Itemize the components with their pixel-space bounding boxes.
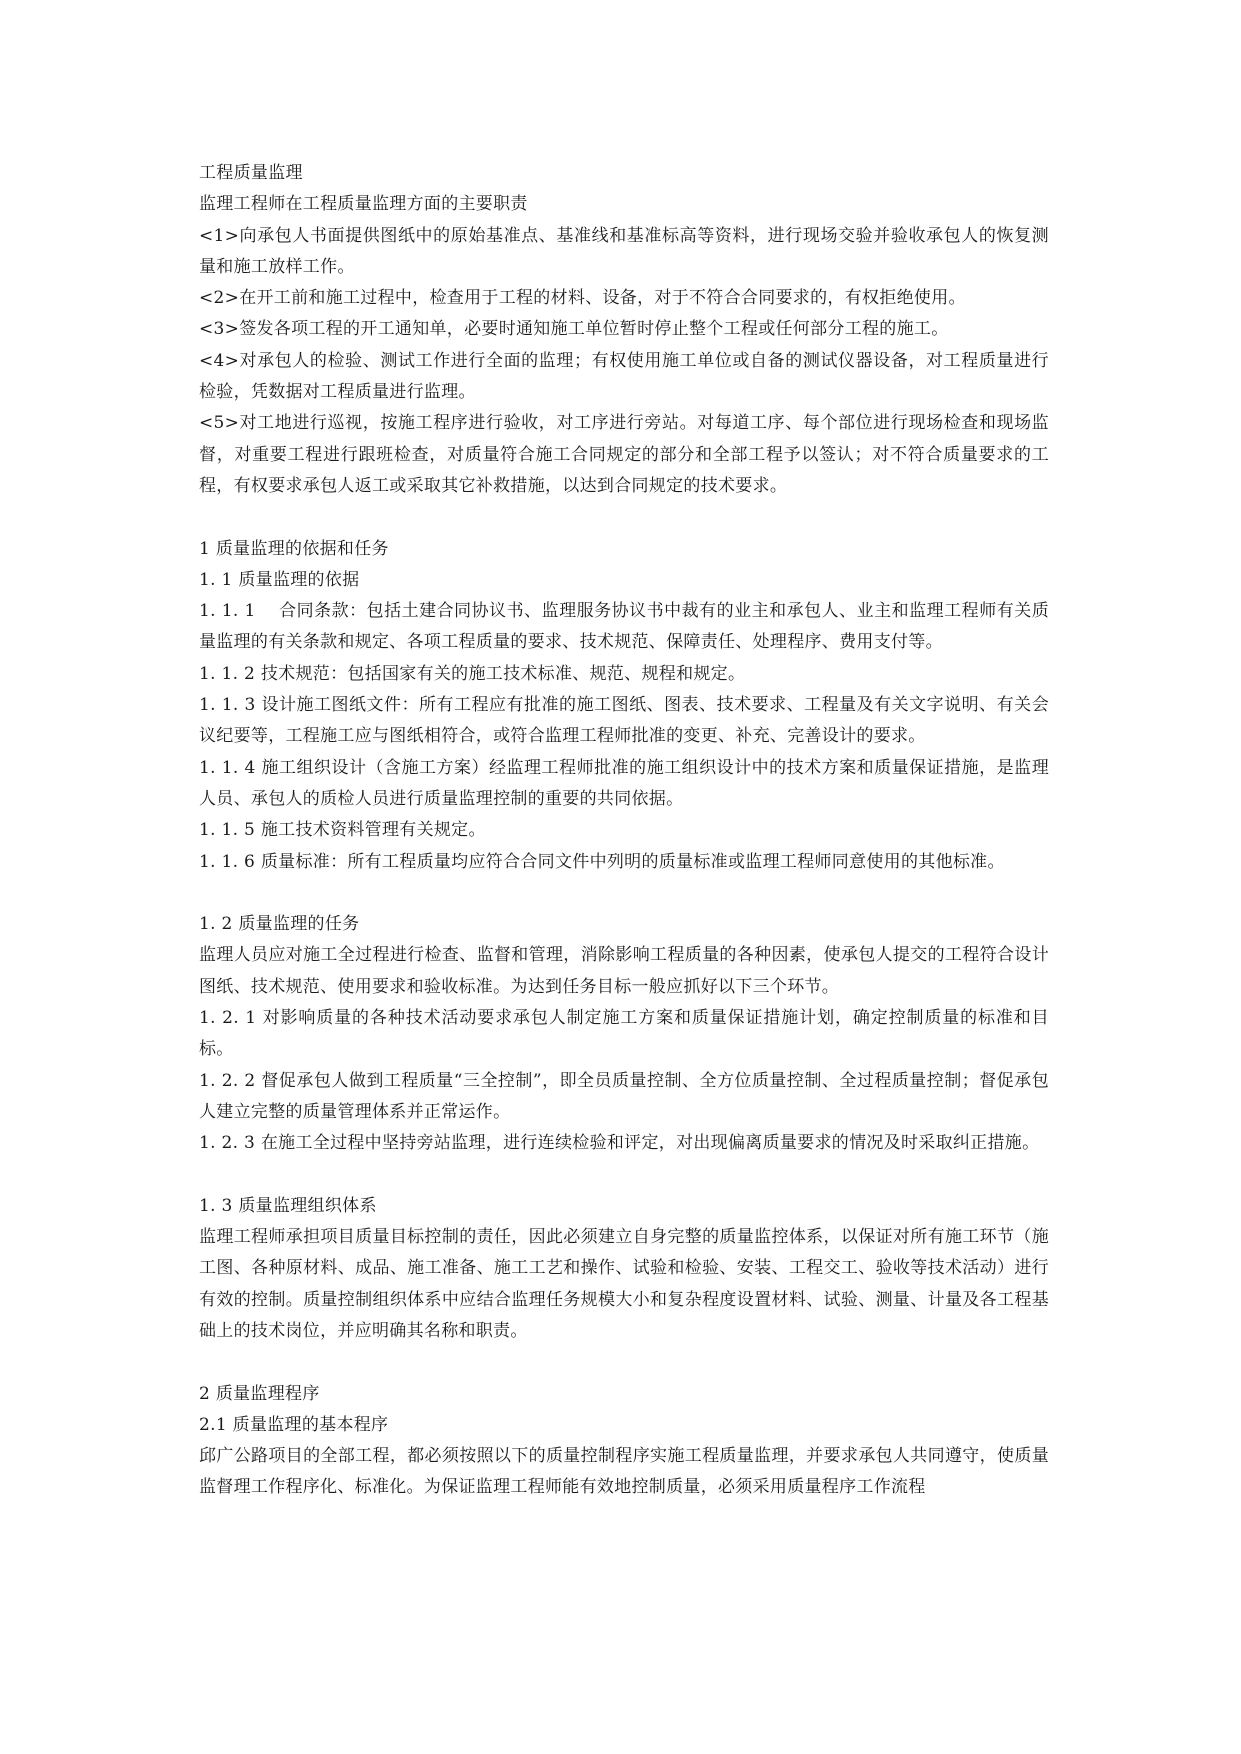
paragraph: 1. 1. 1 合同条款：包括土建合同协议书、监理服务协议书中裁有的业主和承包人、业主和监理工程师有关质量监理的有关条款和规定、各项工程质量的要求、技术规范、保障责任、处理程序、费用支付等。 — [199, 601, 1049, 653]
paragraph: <1>向承包人书面提供图纸中的原始基准点、基准线和基准标高等资料，进行现场交验并验收承包人的恢复测量和施工放样工作。 — [199, 225, 1049, 277]
paragraph: 监理人员应对施工全过程进行检查、监督和管理，消除影响工程质量的各种因素，使承包人提交的工程符合设计图纸、技术规范、使用要求和验收标准。为达到任务目标一般应抓好以下三个环节。 — [199, 945, 1049, 997]
section-heading: 1 质量监理的依据和任务 — [199, 538, 389, 559]
document-body — [199, 158, 1049, 1504]
paragraph: <3>签发各项工程的开工通知单，必要时通知施工单位暂时停止整个工程或任何部分工程的施工。 — [199, 319, 949, 340]
paragraph: 1. 1. 5 施工技术资料管理有关规定。 — [199, 820, 486, 841]
paragraph: 1. 1. 3 设计施工图纸文件：所有工程应有批准的施工图纸、图表、技术要求、工程量及有关文字说明、有关会议纪要等，工程施工应与图纸相符合，或符合监理工程师批准的变更、补充、完善设计的要求。 — [199, 695, 1049, 747]
paragraph: 1. 2. 1 对影响质量的各种技术活动要求承包人制定施工方案和质量保证措施计划，确定控制质量的标准和目标。 — [199, 1008, 1049, 1060]
subsection-heading: 2.1 质量监理的基本程序 — [199, 1414, 389, 1435]
doc-title: 工程质量监理 — [199, 163, 303, 183]
paragraph: <2>在开工前和施工过程中，检查用于工程的材料、设备，对于不符合合同要求的，有权拒绝使用。 — [199, 288, 966, 309]
paragraph: 1. 1. 2 技术规范：包括国家有关的施工技术标准、规范、规程和规定。 — [199, 663, 746, 684]
blank-line — [199, 1160, 1049, 1191]
paragraph: 1. 1. 6 质量标准：所有工程质量均应符合合同文件中列明的质量标准或监理工程师同意使用的其他标准。 — [199, 851, 1005, 872]
paragraph: 监理工程师承担项目质量目标控制的责任，因此必须建立自身完整的质量监控体系，以保证对所有施工环节（施工图、各种原材料、成品、施工准备、施工工艺和操作、试验和检验、安装、工程交工、验收等技术活动）进行有效的控制。质量控制组织体系中应结合监理任务规模大小和复杂程度设置材料、试验、测量、计量及各工程基础上的技术岗位，并应明确其名称和职责。 — [199, 1227, 1049, 1341]
section-heading: 2 质量监理程序 — [199, 1383, 320, 1404]
blank-line — [199, 878, 1049, 909]
paragraph: <4>对承包人的检验、测试工作进行全面的监理；有权使用施工单位或自备的测试仪器设备，对工程质量进行检验，凭数据对工程质量进行监理。 — [199, 350, 1049, 403]
section-heading: 监理工程师在工程质量监理方面的主要职责 — [199, 194, 528, 215]
paragraph: 1. 2. 2 督促承包人做到工程质量“三全控制”，即全员质量控制、全方位质量控制、全过程质量控制；督促承包人建立完整的质量管理体系并正常运作。 — [199, 1070, 1049, 1122]
paragraph: 1. 1. 4 施工组织设计（含施工方案）经监理工程师批准的施工组织设计中的技术方案和质量保证措施，是监理人员、承包人的质检人员进行质量监理控制的重要的共同依据。 — [199, 757, 1049, 809]
blank-line — [199, 1347, 1049, 1378]
paragraph: 1. 2. 3 在施工全过程中坚持旁站监理，进行连续检验和评定，对出现偏离质量要求的情况及时采取纠正措施。 — [199, 1133, 1040, 1154]
subsection-heading: 1. 1 质量监理的依据 — [199, 569, 360, 590]
blank-line — [199, 502, 1049, 533]
subsection-heading: 1. 2 质量监理的任务 — [199, 914, 360, 935]
paragraph: <5>对工地进行巡视，按施工程序进行验收，对工序进行旁站。对每道工序、每个部位进行现场检查和现场监督，对重要工程进行跟班检查，对质量符合施工合同规定的部分和全部工程予以签认；对不符合质量要求的工程，有权要求承包人返工或采取其它补救措施，以达到合同规定的技术要求。 — [199, 413, 1049, 496]
subsection-heading: 1. 3 质量监理组织体系 — [199, 1195, 377, 1216]
paragraph: 邱广公路项目的全部工程，都必须按照以下的质量控制程序实施工程质量监理，并要求承包人共同遵守，使质量监督理工作程序化、标准化。为保证监理工程师能有效地控制质量，必须采用质量程序工作流程 — [199, 1446, 1049, 1498]
